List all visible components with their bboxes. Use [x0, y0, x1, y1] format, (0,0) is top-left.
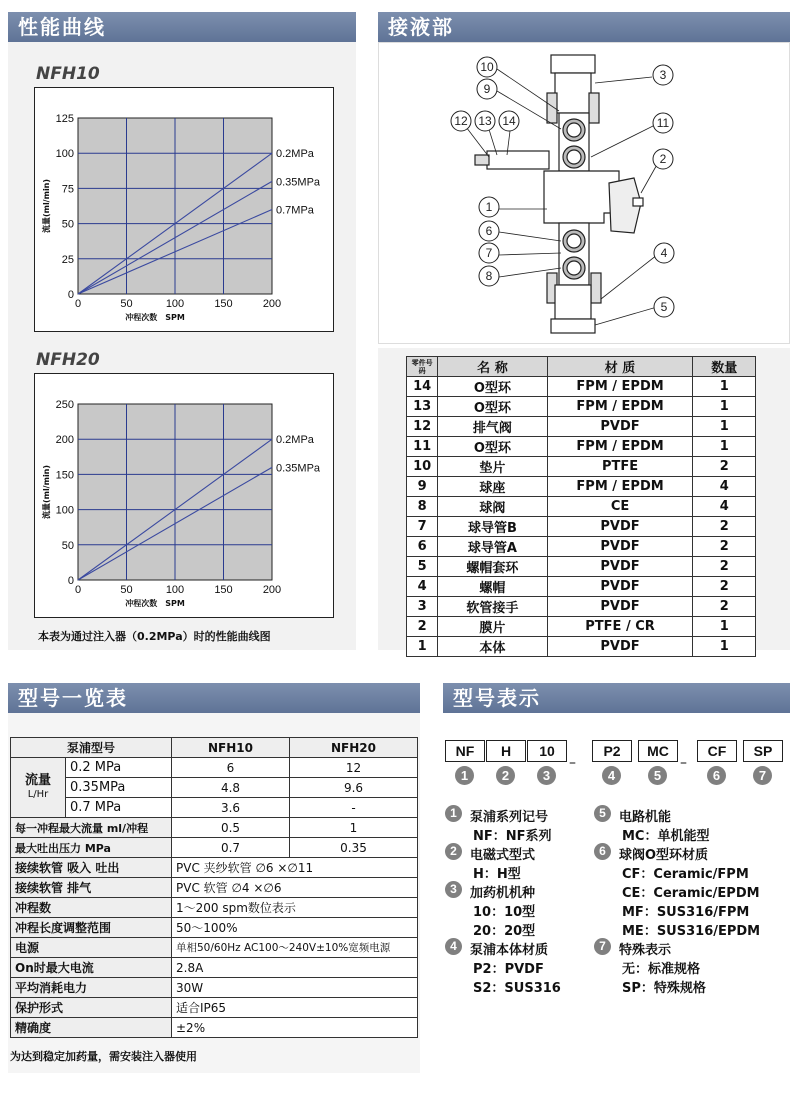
y-tick-label: 50: [61, 539, 74, 552]
part-material: PVDF: [547, 557, 693, 577]
part-qty: 1: [693, 397, 756, 417]
parts-table: [406, 356, 756, 657]
callout-1: 1: [485, 200, 493, 214]
y-tick-label: 100: [55, 148, 74, 161]
part-name: 软管接手: [438, 597, 547, 617]
legend-number-badge: 5: [594, 805, 611, 822]
code-dash: –: [680, 755, 687, 771]
chart-box-nfh10: [34, 87, 334, 332]
spec-h-model: 泵浦型号: [11, 738, 172, 758]
chart-title-nfh10: NFH10: [36, 64, 100, 84]
chart-nfh10: [35, 88, 333, 331]
legend-number-badge: 7: [594, 938, 611, 955]
y-tick-label: 25: [61, 253, 74, 266]
chart-nfh20: [35, 374, 333, 617]
spec-h-nfh20: NFH20: [290, 738, 418, 758]
part-qty: 2: [693, 597, 756, 617]
spec-flow-row: [11, 798, 418, 818]
spec-label: 每一冲程最大流量 ml/冲程: [11, 818, 172, 838]
callout-9: 9: [483, 82, 491, 96]
part-qty: 2: [693, 537, 756, 557]
chart-box-nfh20: [34, 373, 334, 618]
spec-wide-row: [11, 918, 418, 938]
part-qty: 2: [693, 517, 756, 537]
spec-label: 接续软管 排气: [11, 878, 172, 898]
legend-line: 20：20型: [473, 924, 536, 939]
code-number-badge: 5: [648, 766, 667, 785]
col-name: 名 称: [438, 357, 547, 377]
part-material: CE: [547, 497, 693, 517]
x-tick-label: 100: [165, 298, 185, 310]
spec-value: 1～200 spm数位表示: [172, 898, 418, 918]
series-label: 0.2MPa: [276, 434, 314, 447]
x-tick-label: 100: [165, 584, 185, 596]
callout-7: 7: [485, 246, 493, 260]
spec-nfh20: 1: [290, 818, 418, 838]
legend-title: 特殊表示: [619, 943, 672, 958]
part-no: 5: [407, 557, 438, 577]
part-qty: 2: [693, 577, 756, 597]
part-name: 垫片: [438, 457, 547, 477]
code-number-badge: 7: [753, 766, 772, 785]
part-no: 3: [407, 597, 438, 617]
y-tick-label: 100: [55, 504, 74, 517]
legend-line: 10：10型: [473, 905, 536, 920]
parts-row: [407, 577, 756, 597]
chart-note: 本表为通过注入器（0.2MPa）时的性能曲线图: [38, 630, 271, 643]
legend-title: 电路机能: [619, 810, 672, 825]
part-name: 排气阀: [438, 417, 547, 437]
spec-label: On时最大电流: [11, 958, 172, 978]
callout-5: 5: [660, 300, 668, 314]
part-qty: 4: [693, 477, 756, 497]
part-no: 4: [407, 577, 438, 597]
diagram-panel: [378, 42, 790, 344]
part-no: 14: [407, 377, 438, 397]
col-part-no: 零件号码: [407, 357, 438, 377]
x-tick-label: 200: [262, 584, 282, 596]
code-box: CF: [697, 740, 737, 762]
series-label: 0.35MPa: [276, 462, 321, 475]
part-material: PVDF: [547, 537, 693, 557]
col-material: 材 质: [547, 357, 693, 377]
callout-3: 3: [659, 68, 667, 82]
spec-label: 接续软管 吸入 吐出: [11, 858, 172, 878]
parts-row: [407, 417, 756, 437]
parts-row: [407, 517, 756, 537]
section-title: 型号表示: [453, 686, 541, 710]
part-no: 11: [407, 437, 438, 457]
part-qty: 1: [693, 437, 756, 457]
callout-8: 8: [485, 269, 493, 283]
spec-label: 平均消耗电力: [11, 978, 172, 998]
part-no: 9: [407, 477, 438, 497]
spec-value: 2.8A: [172, 958, 418, 978]
spec-wide-row: [11, 878, 418, 898]
part-material: FPM / EPDM: [547, 377, 693, 397]
part-no: 8: [407, 497, 438, 517]
code-box: H: [486, 740, 526, 762]
y-axis-label: 流量(ml/min): [42, 178, 51, 234]
parts-header-row: [407, 357, 756, 377]
legend-title: 球阀O型环材质: [619, 848, 709, 863]
legend-title: 电磁式型式: [470, 848, 536, 863]
spec-label: 精确度: [11, 1018, 172, 1038]
spec-table: [10, 737, 418, 1038]
flow-nfh10: 4.8: [172, 778, 290, 798]
legend-number-badge: 2: [445, 843, 462, 860]
spec-flow-label: [11, 758, 66, 818]
x-tick-label: 150: [214, 584, 233, 596]
spec-header-row: [11, 738, 418, 758]
section-title: 型号一览表: [18, 686, 128, 710]
flow-nfh10: 3.6: [172, 798, 290, 818]
parts-row: [407, 477, 756, 497]
spec-flow-row: [11, 758, 418, 778]
spec-pair-row: [11, 818, 418, 838]
legend-number-badge: 6: [594, 843, 611, 860]
spec-value: PVC 夹纱软管 ∅6 ×∅11: [172, 858, 418, 878]
section-header-wetted: [378, 12, 790, 42]
x-tick-label: 0: [74, 298, 82, 310]
legend-number-badge: 1: [445, 805, 462, 822]
y-axis-label: 流量(ml/min): [42, 464, 51, 520]
spec-nfh10: 0.7: [172, 838, 290, 858]
spec-h-nfh10: NFH10: [172, 738, 290, 758]
section-title: 接液部: [388, 15, 454, 39]
pump-exploded-diagram: [379, 43, 789, 343]
part-no: 2: [407, 617, 438, 637]
part-material: PTFE: [547, 457, 693, 477]
part-name: 螺帽: [438, 577, 547, 597]
parts-row: [407, 437, 756, 457]
flow-nfh10: 6: [172, 758, 290, 778]
spec-label: 冲程数: [11, 898, 172, 918]
callout-6: 6: [485, 224, 493, 238]
legend-line: S2：SUS316: [473, 981, 561, 996]
code-box: P2: [592, 740, 632, 762]
legend-number-badge: 3: [445, 881, 462, 898]
parts-row: [407, 557, 756, 577]
spec-value: 50～100%: [172, 918, 418, 938]
parts-row: [407, 617, 756, 637]
code-number-badge: 3: [537, 766, 556, 785]
x-tick-label: 200: [262, 298, 282, 310]
callout-4: 4: [660, 246, 668, 260]
legend-line: SP：特殊规格: [622, 981, 706, 996]
spec-wide-row: [11, 898, 418, 918]
legend-title: 加药机机种: [470, 886, 536, 901]
spec-value: 30W: [172, 978, 418, 998]
spec-value: PVC 软管 ∅4 ×∅6: [172, 878, 418, 898]
parts-row: [407, 597, 756, 617]
code-number-badge: 2: [496, 766, 515, 785]
code-box: MC: [638, 740, 678, 762]
legend-title: 泵浦本体材质: [470, 943, 549, 958]
parts-row: [407, 457, 756, 477]
y-tick-label: 50: [61, 218, 74, 231]
spec-wide-row: [11, 998, 418, 1018]
flow-pressure: 0.7 MPa: [66, 798, 172, 818]
spec-value: ±2%: [172, 1018, 418, 1038]
part-name: O型环: [438, 437, 547, 457]
part-material: PVDF: [547, 637, 693, 657]
part-qty: 2: [693, 557, 756, 577]
part-qty: 1: [693, 637, 756, 657]
flow-nfh20: 9.6: [290, 778, 418, 798]
callout-10: 10: [480, 60, 494, 74]
code-box: SP: [743, 740, 783, 762]
spec-value: 适合IP65: [172, 998, 418, 1018]
spec-wide-row: [11, 858, 418, 878]
spec-nfh10: 0.5: [172, 818, 290, 838]
spec-label: 冲程长度调整范围: [11, 918, 172, 938]
part-no: 12: [407, 417, 438, 437]
part-qty: 1: [693, 417, 756, 437]
flow-nfh20: 12: [290, 758, 418, 778]
section-header-curve: [8, 12, 356, 42]
part-material: FPM / EPDM: [547, 437, 693, 457]
flow-unit: L/Hr: [27, 788, 49, 800]
parts-row: [407, 637, 756, 657]
part-material: FPM / EPDM: [547, 397, 693, 417]
x-axis-label: 冲程次数 SPM: [125, 313, 185, 322]
spec-nfh20: 0.35: [290, 838, 418, 858]
callout-14: 14: [502, 114, 516, 128]
part-no: 1: [407, 637, 438, 657]
legend-line: 无：标准规格: [622, 962, 701, 977]
part-name: 球导管B: [438, 517, 547, 537]
y-tick-label: 150: [55, 469, 74, 482]
code-dash: –: [569, 755, 576, 771]
legend-line: H：H型: [473, 867, 521, 882]
part-no: 10: [407, 457, 438, 477]
flow-label: 流量: [24, 772, 51, 788]
x-tick-label: 0: [74, 584, 82, 596]
parts-row: [407, 537, 756, 557]
x-tick-label: 150: [214, 298, 233, 310]
part-name: 膜片: [438, 617, 547, 637]
section-title: 性能曲线: [18, 15, 106, 39]
callout-13: 13: [478, 114, 492, 128]
callout-11: 11: [656, 116, 670, 130]
part-material: PVDF: [547, 417, 693, 437]
legend-title: 泵浦系列记号: [470, 810, 549, 825]
spec-flow-row: [11, 778, 418, 798]
code-number-badge: 4: [602, 766, 621, 785]
part-material: FPM / EPDM: [547, 477, 693, 497]
spec-note: 为达到稳定加药量，需安装注入器使用: [10, 1050, 197, 1063]
spec-value: 单相50/60Hz AC100～240V±10%宽频电源: [172, 938, 418, 958]
callout-2: 2: [659, 152, 667, 166]
series-label: 0.7MPa: [276, 204, 314, 217]
part-qty: 2: [693, 457, 756, 477]
legend-line: CF：Ceramic/FPM: [622, 867, 749, 882]
legend-line: P2：PVDF: [473, 962, 544, 977]
flow-pressure: 0.35MPa: [66, 778, 172, 798]
series-label: 0.35MPa: [276, 176, 321, 189]
legend-line: CE：Ceramic/EPDM: [622, 886, 760, 901]
section-header-model-list: [8, 683, 420, 713]
spec-pair-row: [11, 838, 418, 858]
y-tick-label: 0: [67, 289, 74, 301]
y-tick-label: 125: [55, 113, 74, 125]
x-tick-label: 50: [120, 298, 133, 310]
part-name: 球座: [438, 477, 547, 497]
section-header-model-code: [443, 683, 790, 713]
code-number-badge: 1: [455, 766, 474, 785]
part-qty: 1: [693, 617, 756, 637]
y-tick-label: 200: [55, 434, 74, 447]
code-number-badge: 6: [707, 766, 726, 785]
legend-line: ME：SUS316/EPDM: [622, 924, 761, 939]
part-no: 13: [407, 397, 438, 417]
x-axis-label: 冲程次数 SPM: [125, 599, 185, 608]
legend-line: NF：NF系列: [473, 829, 552, 844]
col-qty: 数量: [693, 357, 756, 377]
parts-row: [407, 377, 756, 397]
part-name: 球导管A: [438, 537, 547, 557]
parts-row: [407, 497, 756, 517]
legend-number-badge: 4: [445, 938, 462, 955]
y-tick-label: 250: [55, 399, 74, 411]
legend-line: MC：单机能型: [622, 829, 710, 844]
part-material: PVDF: [547, 577, 693, 597]
part-no: 6: [407, 537, 438, 557]
part-qty: 4: [693, 497, 756, 517]
spec-label: 最大吐出压力 MPa: [11, 838, 172, 858]
part-name: 球阀: [438, 497, 547, 517]
part-name: 螺帽套环: [438, 557, 547, 577]
part-name: O型环: [438, 397, 547, 417]
x-tick-label: 50: [120, 584, 133, 596]
spec-wide-row: [11, 958, 418, 978]
spec-wide-row: [11, 1018, 418, 1038]
y-tick-label: 75: [61, 183, 74, 196]
code-box: NF: [445, 740, 485, 762]
parts-row: [407, 397, 756, 417]
part-material: PVDF: [547, 517, 693, 537]
legend-line: MF：SUS316/FPM: [622, 905, 750, 920]
part-name: O型环: [438, 377, 547, 397]
spec-label: 保护形式: [11, 998, 172, 1018]
part-material: PTFE / CR: [547, 617, 693, 637]
flow-nfh20: -: [290, 798, 418, 818]
part-material: PVDF: [547, 597, 693, 617]
callout-12: 12: [454, 114, 468, 128]
y-tick-label: 0: [67, 575, 74, 587]
flow-pressure: 0.2 MPa: [66, 758, 172, 778]
part-no: 7: [407, 517, 438, 537]
spec-label: 电源: [11, 938, 172, 958]
spec-wide-row: [11, 978, 418, 998]
spec-wide-row: [11, 938, 418, 958]
code-box: 10: [527, 740, 567, 762]
part-name: 本体: [438, 637, 547, 657]
series-label: 0.2MPa: [276, 148, 314, 161]
chart-title-nfh20: NFH20: [36, 350, 100, 370]
part-qty: 1: [693, 377, 756, 397]
